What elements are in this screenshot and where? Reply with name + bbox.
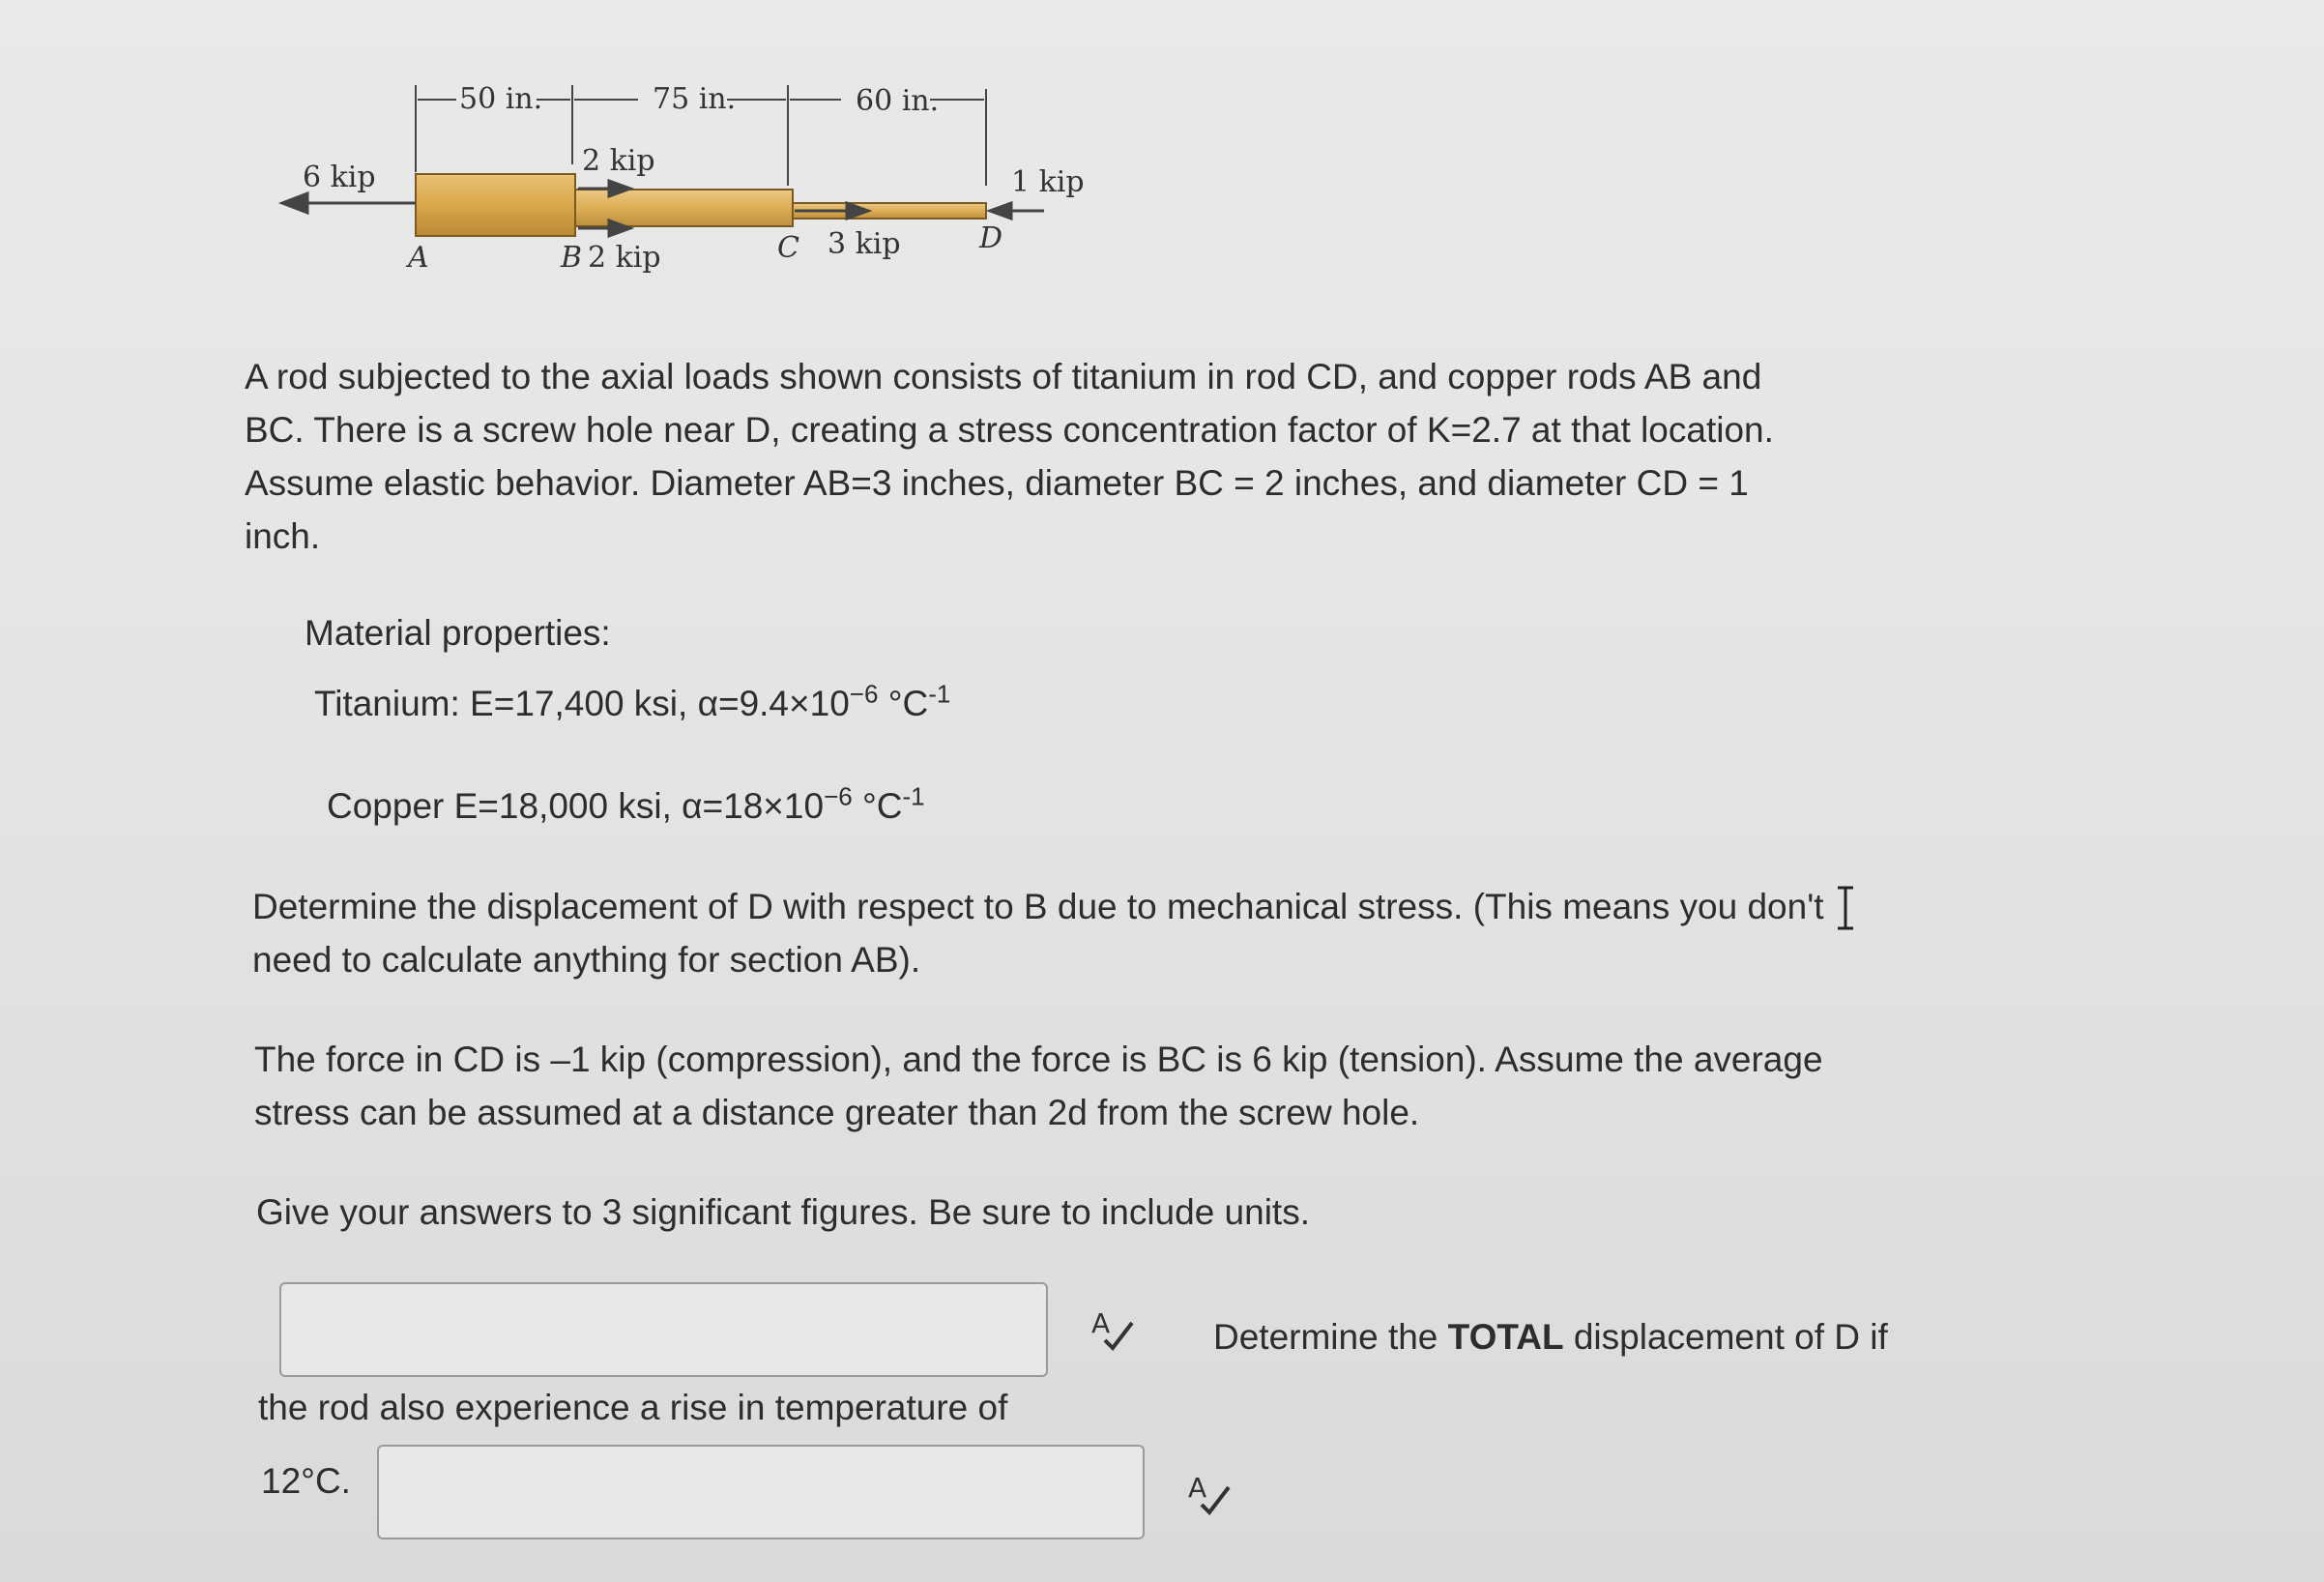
copper-text: Copper E=18,000 ksi, α=18×10	[327, 786, 825, 826]
answer-1-input[interactable]	[279, 1282, 1048, 1377]
question-1-line-2: need to calculate anything for section AB).	[252, 940, 921, 980]
titanium-exponent: −6	[849, 679, 879, 709]
point-c-label: C	[777, 231, 799, 265]
point-b-label: B	[561, 241, 583, 275]
svg-text:A: A	[1091, 1307, 1111, 1339]
given-forces-line-2: stress can be assumed at a distance greater than 2d from the screw hole.	[254, 1093, 1420, 1132]
question-2-line-3: 12°C.	[261, 1461, 351, 1501]
copper-unit-exponent: -1	[902, 781, 925, 811]
question-1-line-1: Determine the displacement of D with respect to B due to mechanical stress. (This means you don't	[252, 887, 1824, 926]
dim-bc-label: 75 in.	[653, 82, 737, 116]
problem-line-1: A rod subjected to the axial loads shown consists of titanium in rod CD, and copper rods AB and	[245, 357, 1762, 396]
rod-segment-ab	[416, 174, 575, 236]
question-2-line-1	[1213, 1310, 1888, 1363]
titanium-unit-exponent: -1	[928, 679, 951, 709]
copper-properties	[327, 779, 925, 833]
load-d-label: 1 kip	[1011, 165, 1085, 199]
problem-line-2: BC. There is a screw hole near D, creating a stress concentration factor of K=2.7 at that location.	[245, 410, 1774, 450]
load-a-label: 6 kip	[303, 161, 376, 194]
spellcheck-icon[interactable]	[1088, 1304, 1136, 1362]
material-heading: Material properties:	[305, 613, 611, 653]
load-c-label: 3 kip	[828, 227, 901, 261]
problem-line-3: Assume elastic behavior. Diameter AB=3 inches, diameter BC = 2 inches, and diameter CD = 1	[245, 463, 1749, 503]
question-2-bold: TOTAL	[1447, 1317, 1564, 1357]
point-a-label: A	[408, 241, 429, 275]
instructions-text: Give your answers to 3 significant figures. Be sure to include units.	[256, 1192, 1310, 1232]
spellcheck-icon-2[interactable]	[1184, 1468, 1233, 1526]
question-1-text	[252, 880, 1824, 986]
problem-line-4: inch.	[245, 516, 321, 556]
given-forces-line-1: The force in CD is –1 kip (compression), and the force is BC is 6 kip (tension). Assume the average	[254, 1040, 1823, 1079]
titanium-properties	[314, 677, 950, 730]
copper-unit: °C	[852, 786, 903, 826]
answer-2-input[interactable]	[377, 1445, 1145, 1539]
copper-exponent: −6	[824, 781, 853, 811]
given-forces-text	[254, 1033, 1823, 1139]
question-2-prefix: Determine the	[1213, 1317, 1448, 1357]
rod-diagram	[0, 0, 1160, 309]
spellcheck-icon-glyph	[1088, 1304, 1136, 1352]
titanium-unit: °C	[878, 684, 929, 723]
question-2-line-2: the rod also experience a rise in temperature of	[258, 1388, 1008, 1427]
question-2-suffix: displacement of D if	[1563, 1317, 1888, 1357]
titanium-text: Titanium: E=17,400 ksi, α=9.4×10	[314, 684, 850, 723]
load-b-top-label: 2 kip	[582, 144, 655, 178]
dim-cd-label: 60 in.	[856, 84, 940, 118]
text-cursor-icon	[1835, 886, 1856, 935]
spellcheck-icon-2-glyph	[1184, 1468, 1233, 1516]
svg-text:A: A	[1188, 1472, 1207, 1504]
load-b-bottom-label: 2 kip	[588, 241, 661, 275]
dim-ab-label: 50 in.	[459, 82, 543, 116]
problem-statement	[245, 350, 1774, 563]
point-d-label: D	[979, 221, 1003, 255]
